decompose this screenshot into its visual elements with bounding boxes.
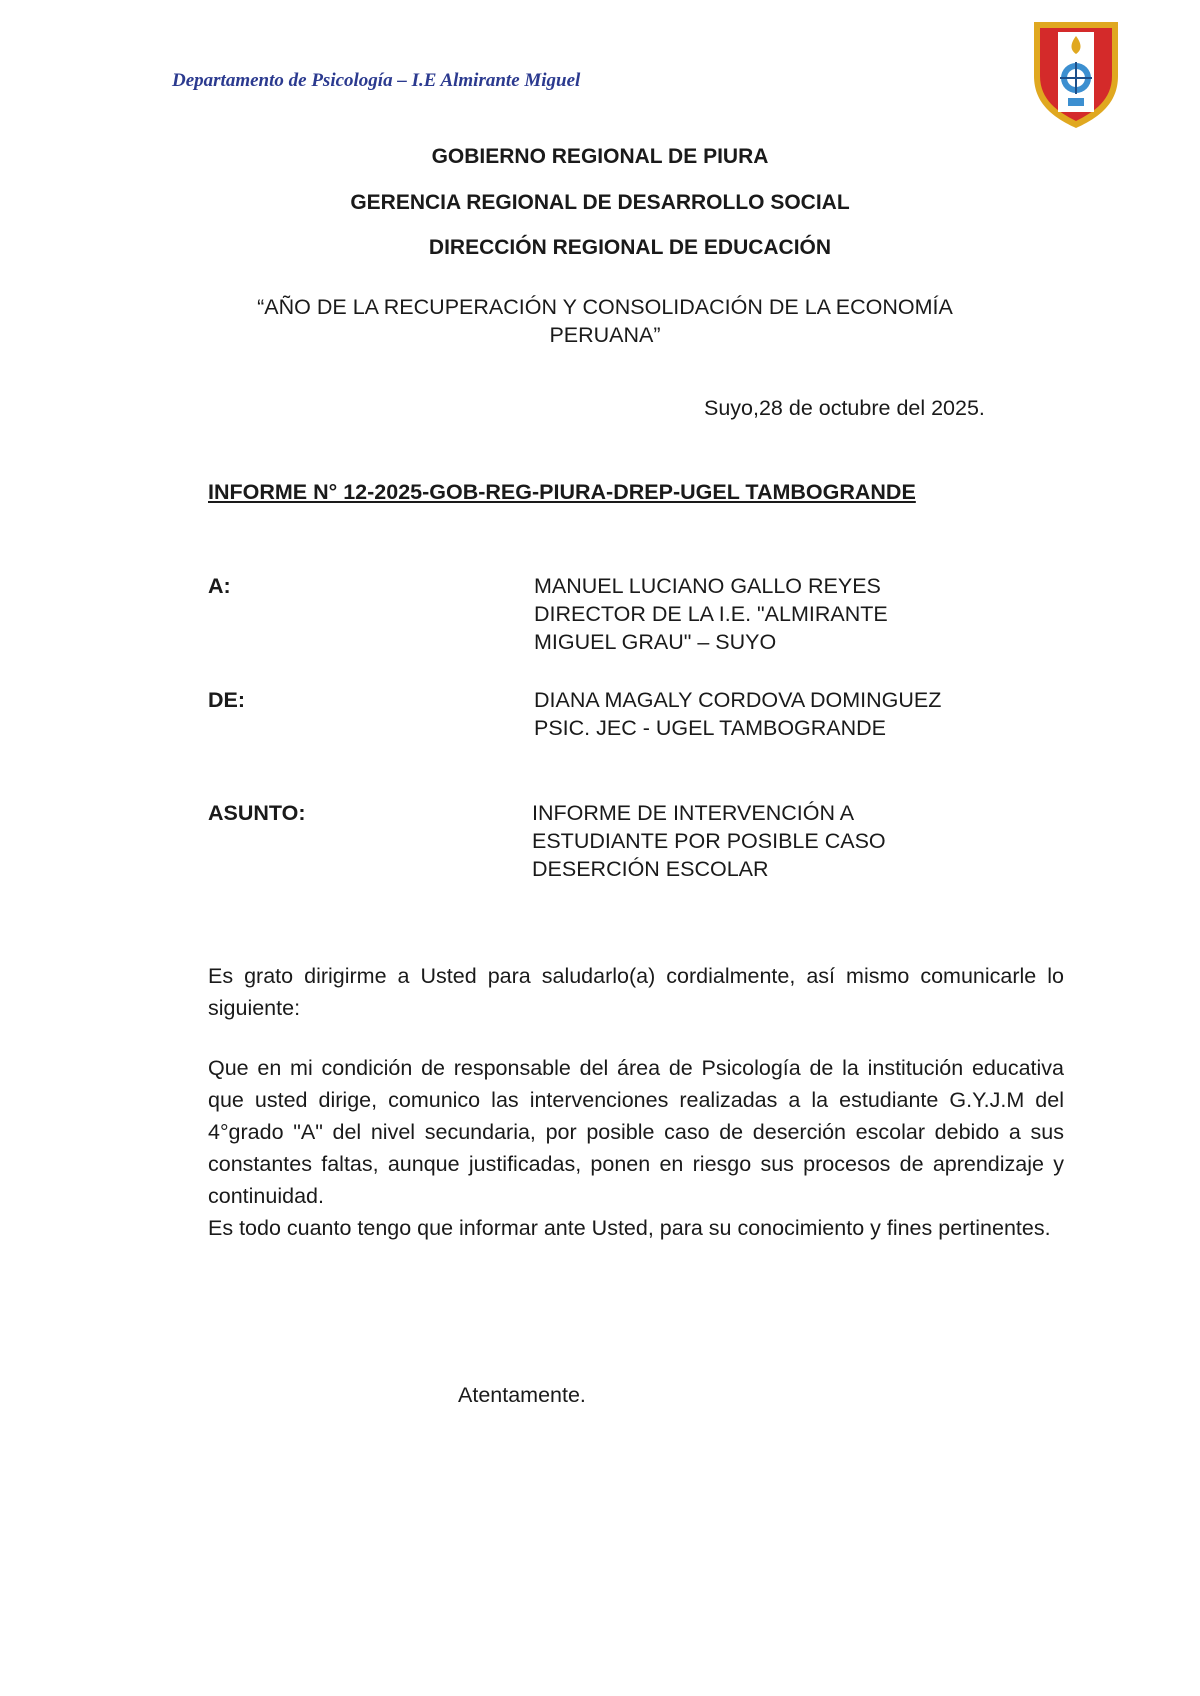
- title-gerencia: GERENCIA REGIONAL DE DESARROLLO SOCIAL: [350, 191, 850, 214]
- to-line-3: MIGUEL GRAU" – SUYO: [534, 630, 777, 654]
- motto-line-1: “AÑO DE LA RECUPERACIÓN Y CONSOLIDACIÓN DE LA ECONOMÍA: [257, 295, 953, 319]
- to-line-2: DIRECTOR DE LA I.E. "ALMIRANTE: [534, 602, 888, 626]
- subject-value: [532, 799, 886, 883]
- greeting-text: Es grato dirigirme a Usted para saludarlo(a) cordialmente, así mismo comunicarle lo siguiente:: [208, 964, 1064, 1020]
- to-value: [534, 572, 888, 656]
- body-paragraph-2: [208, 1052, 1064, 1244]
- from-line-2: PSIC. JEC - UGEL TAMBOGRANDE: [534, 716, 887, 740]
- subject-line-1: INFORME DE INTERVENCIÓN A: [532, 801, 855, 825]
- motto-line-2: PERUANA”: [549, 323, 661, 347]
- report-number: INFORME N° 12-2025-GOB-REG-PIURA-DREP-UGEL TAMBOGRANDE: [208, 480, 916, 504]
- subject-line-3: DESERCIÓN ESCOLAR: [532, 857, 769, 881]
- department-header: Departamento de Psicología – I.E Almirante Miguel: [172, 70, 581, 91]
- title-direccion: DIRECCIÓN REGIONAL DE EDUCACIÓN: [428, 236, 832, 259]
- from-line-1: DIANA MAGALY CORDOVA DOMINGUEZ: [534, 688, 942, 712]
- document-date: Suyo,28 de octubre del 2025.: [704, 396, 985, 420]
- year-motto: [200, 293, 1010, 349]
- title-gobierno: GOBIERNO REGIONAL DE PIURA: [431, 145, 769, 168]
- body-paragraph-1: [208, 960, 1064, 1024]
- closing-salutation: Atentamente.: [458, 1383, 586, 1407]
- intervention-text: Que en mi condición de responsable del área de Psicología de la institución educativa que usted dirige, comunico las intervenciones realizadas a la estudiante G.Y.J.M del 4°grado "A" del nivel secundaria, por posible caso de deserción escolar debido a sus constantes faltas, aunque justificadas, ponen en riesgo sus procesos de aprendizaje y continuidad.: [208, 1056, 1064, 1208]
- to-label: A:: [208, 574, 231, 598]
- to-line-1: MANUEL LUCIANO GALLO REYES: [534, 574, 881, 598]
- from-value: [534, 686, 941, 742]
- subject-line-2: ESTUDIANTE POR POSIBLE CASO: [532, 829, 886, 853]
- school-crest-icon: [1028, 18, 1124, 130]
- from-label: DE:: [208, 688, 246, 712]
- subject-label: ASUNTO:: [208, 801, 306, 825]
- closing-statement: Es todo cuanto tengo que informar ante Usted, para su conocimiento y fines pertinentes.: [208, 1216, 1051, 1240]
